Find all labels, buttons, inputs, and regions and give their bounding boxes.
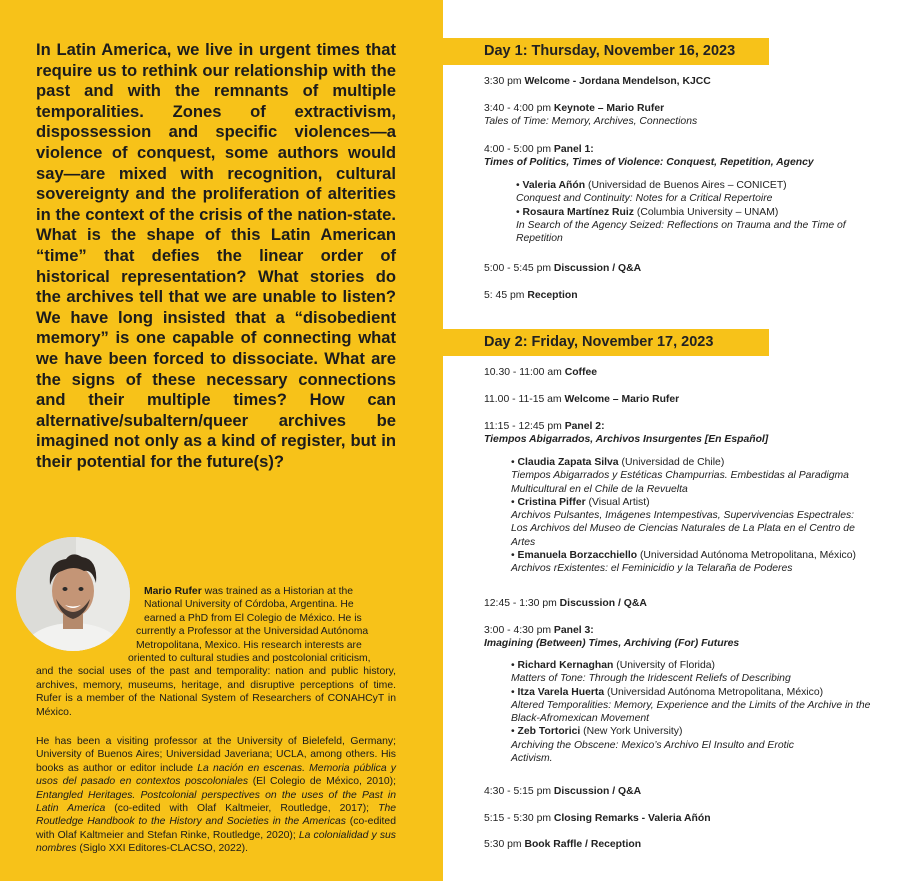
schedule-item: 10.30 - 11:00 am Coffee bbox=[484, 367, 598, 378]
bio-line-2: National University of Córdoba, Argentina. He bbox=[144, 599, 354, 611]
left-panel bbox=[0, 0, 443, 881]
bio-paragraph-1 bbox=[36, 585, 396, 719]
speaker-entry: • Claudia Zapata Silva (Universidad de Chile) Tiempos Abigarrados y Estéticas Champurrias. Embestidas al Paradigma Multicultural en el Chile de la Revuelta bbox=[511, 457, 849, 495]
bio-paragraph-2: He has been a visiting professor at the University of Bielefeld, Germany; University of Buenos Aires; Universidad Javeriana; UCLA, among others. His books as author or editor include La nación en escenas. Memoria pública y usos del pasado en contextos poscoloniales (El Colegio de México, 2010); Entangled Heritages. Postcolonial perspectives on the uses of the Past in Latin America (co-edited with Olaf Kaltmeier, Routledge, 2017); The Routledge Handbook to the History and Societies in the Americas (co-edited with Olaf Kaltmeier and Stefan Rinke, Routledge, 2020); La colonialidad y sus nombres (Siglo XXI Editores-CLACSO, 2022). bbox=[36, 736, 396, 855]
panel1-speakers bbox=[516, 179, 866, 245]
schedule-item: 5:15 - 5:30 pm Closing Remarks - Valeria Añón bbox=[484, 813, 711, 824]
speaker-entry: • Zeb Tortorici (New York University) Archiving the Obscene: Mexico’s Archivo El Insulto and Erotic Activism. bbox=[511, 726, 794, 765]
schedule-item: 4:30 - 5:15 pm Discussion / Q&A bbox=[484, 786, 642, 797]
schedule-panel bbox=[443, 0, 900, 881]
intro-text: In Latin America, we live in urgent times that require us to rethink our relationship with the past and with the remnants of multiple temporalities. Zones of extractivism, dispossession and specific violences—a violence of conquest, some authors would say—are mixed with recognition, cultural sovereignty and the proliferation of alterities in the context of the crisis of the nation-state. What is the shape of this Latin American “time” that defies the linear order of historical representation? What stories do the archives tell that we are unable to listen? We have long insisted that a “disobedient memory” is one capable of connecting what we have been forced to dissociate. What are the signs of these necessary connections and their multiple times? How can alternative/subaltern/queer archives be imagined not only as a kind of register, but in their potential for the future(s)? bbox=[36, 40, 396, 471]
speaker-entry: • Rosaura Martínez Ruiz (Columbia University – UNAM) In Search of the Agency Seized: Reflections on Trauma and the Time of Repetition bbox=[516, 206, 846, 245]
day2-header: Day 2: Friday, November 17, 2023 bbox=[443, 329, 769, 356]
speaker-entry: • Emanuela Borzacchiello (Universidad Autónoma Metropolitana, México) Archivos rExistentes: el Feminicidio y la Telaraña de Poderes bbox=[511, 550, 856, 575]
panel2-speakers bbox=[511, 456, 871, 576]
speaker-entry: • Valeria Añón (Universidad de Buenos Aires – CONICET) Conquest and Continuity: Notes for a Critical Repertoire bbox=[516, 180, 787, 205]
bio-line-1: Mario Rufer was trained as a Historian at the bbox=[144, 586, 354, 597]
schedule-item: 3:40 - 4:00 pm Keynote – Mario Rufer Tales of Time: Memory, Archives, Connections bbox=[484, 103, 698, 128]
bio-line-5: Metropolitana, Mexico. His research interests are bbox=[136, 639, 362, 651]
bio-rest: and the social uses of the past and temporality: nation and public history, archives, memory, museums, heritage, and disruptive perceptions of time. Rufer is a member of the National System of Researchers of CONAHCyT in México. bbox=[36, 666, 396, 718]
speaker-entry: • Richard Kernaghan (University of Florida) Matters of Tone: Through the Iridescent Reliefs of Describing bbox=[511, 660, 791, 685]
schedule-item: 11.00 - 11-15 am Welcome – Mario Rufer bbox=[484, 394, 680, 405]
bio-line-3: earned a PhD from El Colegio de México. He is bbox=[144, 612, 362, 624]
bio-name: Mario Rufer bbox=[144, 586, 202, 597]
speaker-entry: • Itza Varela Huerta (Universidad Autónoma Metropolitana, México) Altered Temporalities: Memory, Experience and the Limits of the Archive in the Black-Afromexican Movement bbox=[511, 686, 871, 725]
schedule-item: 5:00 - 5:45 pm Discussion / Q&A bbox=[484, 263, 642, 274]
bio-line-4: currently a Professor at the Universidad Autónoma bbox=[136, 626, 369, 638]
schedule-item: 5: 45 pm Reception bbox=[484, 290, 578, 301]
schedule-item: 12:45 - 1:30 pm Discussion / Q&A bbox=[484, 598, 647, 609]
schedule-item: 3:30 pm Welcome - Jordana Mendelson, KJCC bbox=[484, 76, 711, 87]
schedule-item: 3:00 - 4:30 pm Panel 3: Imagining (Between) Times, Archiving (For) Futures bbox=[484, 625, 740, 650]
schedule-item: 11:15 - 12:45 pm Panel 2: Tiempos Abigarrados, Archivos Insurgentes [En Español] bbox=[484, 421, 769, 446]
day1-header: Day 1: Thursday, November 16, 2023 bbox=[443, 38, 769, 65]
schedule-item: 4:00 - 5:00 pm Panel 1: Times of Politics, Times of Violence: Conquest, Repetition, Agency bbox=[484, 144, 814, 169]
panel3-speakers bbox=[511, 659, 891, 765]
speaker-entry: • Cristina Piffer (Visual Artist) Archivos Pulsantes, Imágenes Intempestivas, Supervivencias Espectrales: Los Archivos del Museo de Ciencias Naturales de La Plata en el Centro de Artes bbox=[511, 496, 855, 548]
bio-line-6: oriented to cultural studies and postcolonial criticism, bbox=[128, 653, 371, 665]
schedule-item: 5:30 pm Book Raffle / Reception bbox=[484, 839, 642, 850]
